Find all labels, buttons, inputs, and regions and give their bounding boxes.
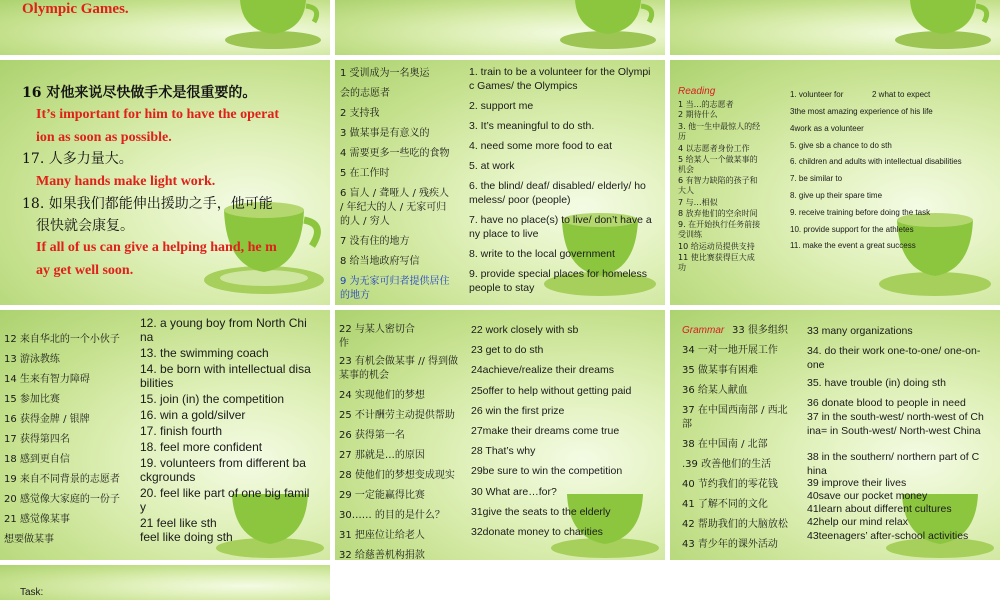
reading-en: 3the most amazing experience of his life [790, 107, 933, 116]
phrase-cn: 7 没有住的地方 [340, 236, 410, 247]
phrase-en: 32donate money to charities [471, 526, 603, 538]
phrase-en: people to stay [469, 282, 535, 294]
phrase-cn: 23 有机会做某事 // 得到做 [339, 356, 458, 367]
reading-cn: 5 给某人一个做某事的 [678, 155, 758, 164]
sentence-18-en-2: ay get well soon. [36, 263, 134, 278]
sentence-16-en-2: ion as soon as possible. [36, 130, 172, 145]
grammar-en: 33 many organizations [807, 325, 913, 337]
phrase-cn: 13 游泳教练 [4, 354, 60, 365]
reading-en: 9. receive training before doing the task [790, 207, 931, 217]
phrase-en: 19. volunteers from different ba [140, 456, 306, 470]
phrase-cn: 12 来自华北的一个小伙子 [4, 334, 120, 345]
phrase-cn: 某事的机会 [339, 370, 389, 381]
phrase-cn: 6 盲人 / 聋哑人 / 残疾人 [340, 188, 449, 199]
grammar-cn: 33 很多组织 [732, 325, 788, 336]
reading-en: 10. provide support for the athletes [790, 224, 914, 234]
phrase-en: 24achieve/realize their dreams [471, 364, 614, 377]
phrase-cn: 5 在工作时 [340, 168, 390, 179]
reading-cn: 9. 在开始执行任务前接 [678, 220, 761, 229]
reading-cn: 功 [678, 263, 686, 272]
slide-8 [335, 310, 665, 560]
phrase-cn: 9 为无家可归者提供居住 [340, 276, 450, 287]
phrase-en: 31give the seats to the elderly [471, 505, 611, 518]
sentence-18-cn-2: 很快就会康复。 [36, 218, 134, 234]
phrase-en: 29be sure to win the competition [471, 465, 623, 478]
phrase-cn: 17 获得第四名 [4, 434, 70, 445]
grammar-en: 38 in the southern/ northern part of C [807, 451, 980, 463]
phrase-en: 18. feel more confident [140, 440, 263, 454]
phrase-en: 22 work closely with sb [471, 324, 579, 336]
reading-cn: 2 期待什么 [678, 110, 718, 119]
phrase-cn: 20 感觉像大家庭的一份子 [4, 494, 120, 505]
grammar-cn: 41 了解不同的文化 [682, 499, 768, 510]
phrase-en: 27make their dreams come true [471, 425, 620, 437]
slide-3 [670, 0, 1000, 55]
phrase-cn: 作 [339, 338, 349, 349]
reading-en: 11. make the event a great success [790, 241, 916, 251]
phrase-en: 12. a young boy from North Chi [140, 316, 307, 330]
grammar-en: one [807, 359, 825, 371]
phrase-en: 7. have no place(s) to live/ don’t have a [469, 214, 652, 226]
phrase-cn: 19 来自不同背景的志愿者 [4, 474, 120, 485]
reading-cn: 3. 他一生中最惊人的经 [678, 122, 761, 131]
phrase-cn: 31 把座位让给老人 [339, 530, 425, 541]
phrase-cn: 25 不计酬劳主动提供帮助 [339, 410, 455, 421]
phrase-cn: 的地方 [340, 290, 370, 301]
phrase-cn: 8 给当地政府写信 [340, 256, 420, 267]
reading-cn: 1 当…的志愿者 [678, 100, 734, 109]
slide-1 [0, 0, 330, 55]
phrase-en: c Games/ the Olympics [469, 80, 578, 92]
teacup-icon [218, 0, 328, 52]
phrase-cn: 30…… 的目的是什么？ [339, 510, 445, 521]
phrase-cn: 想要做某事 [4, 534, 54, 545]
reading-cn: 11 使比赛获得巨大成 [678, 253, 755, 262]
grammar-cn: 36 给某人献血 [682, 385, 748, 396]
phrase-cn: 27 那就是…的原因 [339, 450, 425, 461]
phrase-en: 14. be born with intellectual disa [140, 362, 311, 376]
phrase-en: 1. train to be a volunteer for the Olympi [469, 66, 651, 78]
grammar-cn: 40 节约我们的零花钱 [682, 479, 778, 490]
grammar-en: 43teenagers’ after-school activities [807, 530, 969, 542]
sentence-16-cn: 16 对他来说尽快做手术是很重要的。 [22, 85, 257, 101]
phrase-cn: 24 实现他们的梦想 [339, 390, 425, 401]
reading-cn: 8 放弃他们的空余时间 [678, 209, 758, 218]
slide-10 [0, 565, 330, 600]
teacup-icon [547, 490, 663, 560]
phrase-cn: 的人 / 穷人 [340, 216, 390, 227]
reading-cn: 10 给运动员提供支持 [678, 242, 755, 251]
phrase-en: 3. It’s meaningful to do sth. [469, 120, 595, 132]
phrase-cn: 29 一定能赢得比赛 [339, 490, 425, 501]
phrase-en: 8. write to the local government [469, 248, 615, 260]
reading-cn: 受训练 [678, 230, 702, 239]
grammar-cn: .39 改善他们的生活 [682, 459, 772, 470]
phrase-cn: 22 与某人密切合 [339, 324, 415, 335]
phrase-en: 6. the blind/ deaf/ disabled/ elderly/ ho [469, 180, 646, 192]
phrase-en: ny place to live [469, 228, 539, 240]
phrase-cn: 21 感觉像某事 [4, 514, 70, 525]
phrase-en: feel like doing sth [140, 530, 233, 544]
reading-cn: 4 以志愿者身份工作 [678, 144, 750, 153]
reading-en: 4work as a volunteer [790, 123, 864, 133]
phrase-en: meless/ poor (people) [469, 194, 571, 206]
grammar-en: 37 in the south-west/ north-west of Ch [807, 411, 984, 423]
phrase-cn: 28 使他们的梦想变成现实 [339, 470, 455, 481]
grammar-en: 36 donate blood to people in need [807, 397, 966, 409]
slide-5 [335, 60, 665, 305]
teacup-icon [212, 490, 328, 560]
reading-cn: 7 与…相似 [678, 198, 718, 207]
slide-9 [670, 310, 1000, 560]
teacup-icon [888, 0, 998, 52]
grammar-en: 39 improve their lives [807, 477, 907, 489]
sentence-17-en: Many hands make light work. [36, 174, 216, 189]
reading-en-1b: 2 what to expect [872, 90, 931, 99]
grammar-cn: 部 [682, 419, 692, 430]
grammar-en: 34. do their work one-to-one/ one-on- [807, 345, 981, 357]
grammar-en: 40save our pocket money [807, 490, 928, 502]
sentence-18-cn-1: 18. 如果我们都能伸出援助之手，他可能 [22, 196, 273, 212]
phrase-cn: 26 获得第一名 [339, 430, 405, 441]
reading-en: 7. be similar to [790, 174, 843, 184]
phrase-cn: 18 感到更自信 [4, 454, 70, 465]
phrase-en: bilities [140, 376, 174, 390]
grammar-cn: 38 在中国南 / 北部 [682, 439, 768, 450]
phrase-en: 25offer to help without getting paid [471, 384, 632, 397]
grammar-cn: 37 在中国西南部 / 西北 [682, 405, 788, 416]
sentence-18-en-1: If all of us can give a helping hand, he m [36, 240, 277, 255]
reading-en: 5. give sb a chance to do sth [790, 140, 892, 150]
phrase-en: 21 feel like sth [140, 516, 217, 530]
sentence-17-cn: 17. 人多力量大。 [22, 151, 133, 167]
reading-cn: 6 有智力缺陷的孩子和 [678, 176, 758, 185]
grammar-en: ina= in South-west/ North-west China [807, 425, 981, 437]
phrase-en: 9. provide special places for homeless [469, 268, 648, 280]
grammar-cn: 35 做某事有困难 [682, 365, 758, 376]
phrase-en: 30 What are…for? [471, 485, 557, 498]
slide1-text: Olympic Games. [22, 1, 129, 17]
reading-cn: 大人 [678, 186, 694, 195]
phrase-en: na [140, 330, 154, 344]
grammar-en: 41learn about different cultures [807, 503, 952, 515]
slide-2 [335, 0, 665, 55]
grammar-en: hina [807, 465, 827, 477]
teacup-icon [553, 0, 663, 52]
phrase-cn: 15 参加比赛 [4, 394, 60, 405]
grammar-cn: 42 帮助我们的大脑放松 [682, 519, 788, 530]
phrase-en: 5. at work [469, 160, 515, 172]
phrase-en: 20. feel like part of one big famil [140, 486, 310, 500]
phrase-en: 17. finish fourth [140, 424, 223, 438]
phrase-en: 26 win the first prize [471, 404, 565, 417]
phrase-en: 13. the swimming coach [140, 346, 269, 360]
reading-cn: 机会 [678, 165, 694, 174]
phrase-en: 28 That’s why [471, 445, 536, 458]
phrase-en: 15. join (in) the competition [140, 392, 285, 406]
slide-4 [0, 60, 330, 305]
phrase-cn: 14 生来有智力障碍 [4, 374, 90, 385]
grammar-cn: 34 一对一地开展工作 [682, 345, 778, 356]
task-label: Task: [20, 587, 44, 598]
phrase-en: 16. win a gold/silver [140, 408, 246, 422]
phrase-cn: 1 受训成为一名奥运 [340, 68, 430, 79]
reading-en: 8. give up their spare time [790, 191, 883, 200]
sentence-16-en-1: It’s important for him to have the operat [36, 107, 280, 122]
phrase-en: 2. support me [469, 100, 534, 112]
phrase-cn: 4 需要更多一些吃的食物 [340, 148, 450, 159]
reading-en: 6. children and adults with intellectual disabilities [790, 157, 962, 167]
slide-7 [0, 310, 330, 560]
reading-cn: 历 [678, 132, 686, 141]
grammar-heading: Grammar [682, 325, 725, 336]
phrase-cn: 2 支持我 [340, 108, 380, 119]
phrase-en: ckgrounds [140, 470, 196, 484]
phrase-cn: / 年纪大的人 / 无家可归 [340, 202, 447, 213]
reading-heading: Reading [678, 86, 716, 97]
phrase-en: y [140, 500, 146, 514]
reading-en-1a: 1. volunteer for [790, 90, 844, 99]
phrase-cn: 32 给慈善机构捐款 [339, 550, 425, 560]
grammar-cn: 43 青少年的课外活动 [682, 539, 778, 550]
slide-6 [670, 60, 1000, 305]
phrase-cn: 16 获得金牌 / 银牌 [4, 414, 90, 425]
grammar-en: 42help our mind relax [807, 516, 908, 528]
phrase-en: 4. need some more food to eat [469, 140, 613, 152]
phrase-cn: 会的志愿者 [340, 88, 390, 99]
grammar-en: 35. have trouble (in) doing sth [807, 377, 946, 389]
phrase-cn: 3 做某事是有意义的 [340, 128, 430, 139]
phrase-en: 23 get to do sth [471, 344, 544, 357]
